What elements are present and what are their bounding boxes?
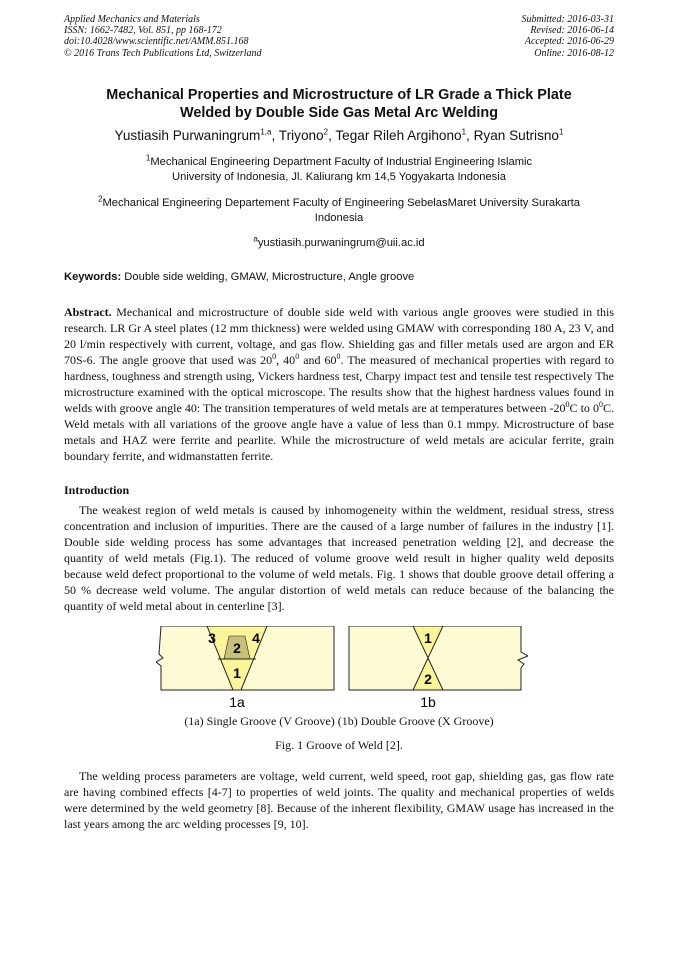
- abstract-text: Mechanical and microstructure of double side weld with various angle grooves were studied in this research. LR Gr A steel plates (12 mm thickness) were welded using GMAW with corresponding 180 A, 23 V, and 20 l/min respectively with current, voltage, and gas flow. Shielding gas and filler metals used are argon and ER 70S-6. The angle groove that used was 20: [64, 304, 614, 367]
- author-separator: ,: [271, 127, 279, 143]
- author-name: Ryan Sutrisno: [473, 127, 559, 143]
- figure-subcaption: (1a) Single Groove (V Groove) (1b) Double Groove (X Groove): [184, 713, 494, 728]
- x-groove-diagram: [349, 626, 528, 710]
- v-pass-3: 3: [208, 629, 216, 646]
- keywords-label: Keywords:: [64, 270, 122, 283]
- dates-info: [522, 14, 615, 59]
- date-revised: Revised: 2016-06-14: [530, 25, 614, 37]
- affiliation-text: University of Indonesia, Jl. Kaliurang km 14,5 Yogyakarta Indonesia: [172, 170, 506, 183]
- keywords: [64, 271, 614, 283]
- x-pass-2: 2: [424, 670, 432, 687]
- author-separator: ,: [328, 127, 336, 143]
- journal-doi: doi:10.4028/www.scientific.net/AMM.851.168: [64, 36, 249, 48]
- groove-diagram: [156, 626, 528, 712]
- abstract-text: , 40: [276, 352, 296, 367]
- abstract-text: C. Weld metals with all variations of the groove angle have a value of less than 0.1 mmpy. Microstructure of base metals and HAZ were ferrite and pearlite. While the microstructure of weld metals are acicular ferrite, grain boundary ferrite, and widmanstatten ferrite.: [64, 400, 615, 463]
- author-name: Triyono: [278, 127, 324, 143]
- title-line-2: Welded by Double Side Gas Metal Arc Welding: [180, 104, 498, 121]
- date-online: Online: 2016-08-12: [534, 47, 614, 59]
- v-pass-4: 4: [252, 629, 260, 646]
- date-submitted: Submitted: 2016-03-31: [521, 14, 614, 25]
- journal-copyright: © 2016 Trans Tech Publications Ltd, Switzerland: [64, 47, 262, 59]
- degree-mark: 0: [565, 399, 570, 409]
- abstract-text: and 60: [299, 352, 337, 367]
- journal-issn: ISSN: 1662-7482, Vol. 851, pp 168-172: [64, 25, 222, 37]
- degree-mark: 0: [599, 399, 603, 409]
- affiliation-1: [64, 155, 614, 185]
- author-affiliation-mark: 1: [461, 127, 467, 137]
- degree-mark: 0: [295, 351, 300, 361]
- journal-name: Applied Mechanics and Materials: [64, 14, 200, 25]
- journal-info: [64, 14, 262, 59]
- affiliation-2: [64, 196, 614, 226]
- abstract-text: C to 0: [569, 400, 599, 415]
- v-groove-diagram: [156, 626, 334, 710]
- email-address: yustiasih.purwaningrum@uii.ac.id: [257, 236, 425, 249]
- affiliation-text: Mechanical Engineering Department Faculty of Industrial Engineering Islamic: [150, 155, 533, 168]
- affiliation-text: Indonesia: [314, 211, 364, 224]
- affiliation-mark: 2: [97, 194, 103, 204]
- author-separator: ,: [466, 127, 474, 143]
- intro-paragraph-2: The welding process parameters are voltage, weld current, weld speed, root gap, shielding gas, gas flow rate are having combined effects [4-7] to properties of weld joints. The quality and mechanical properties of welds were determined by the weld geometry [8]. Because of the inherent flexibility, GMAW usage has increased in the last years among the arc welding processes [9, 10].: [64, 768, 614, 831]
- paper-title: [64, 86, 614, 122]
- email-mark: a: [253, 234, 258, 244]
- abstract-text: . The measured of mechanical properties with regard to hardness, toughness and strength using, Vickers hardness test, Charpy impact test and tensile test respectively The microstructure examined with the optical microscope. The results show that the highest hardness values found in welds with groove angle 40: The transition temperatures of weld metals are at temperatures between -20: [64, 352, 614, 415]
- author-name: Yustiasih Purwaningrum: [114, 127, 261, 143]
- section-heading-introduction: Introduction: [64, 482, 130, 497]
- x-pass-1: 1: [424, 629, 432, 646]
- keywords-text: Double side welding, GMAW, Microstructure, Angle groove: [121, 270, 415, 283]
- page: [64, 14, 614, 832]
- figure-caption: Fig. 1 Groove of Weld [2].: [275, 737, 403, 752]
- author-list: [64, 127, 614, 145]
- title-line-1: Mechanical Properties and Microstructure of LR Grade a Thick Plate: [106, 86, 572, 103]
- figure-1a-label: 1a: [229, 693, 245, 710]
- abstract: [64, 304, 614, 464]
- date-accepted: Accepted: 2016-06-29: [524, 36, 614, 48]
- figure-1: [64, 626, 614, 712]
- affiliation-mark: 1: [145, 153, 151, 163]
- v-pass-1: 1: [233, 664, 241, 681]
- author-affiliation-mark: 2: [323, 127, 329, 137]
- author-affiliation-mark: 1: [559, 127, 564, 137]
- intro-paragraph-1: The weakest region of weld metals is caused by inhomogeneity within the weldment, residual stress, stress concentration and inclusion of impurities. There are the caused of a large number of failures in the industry [1]. Double side welding process has some advantages that increased penetration welding [2], and decrease the quantity of weld metals (Fig.1). The reduced of volume groove weld result in higher quality weld deposits because weld defect proportional to the volume of weld metals. Fig. 1 shows that double groove detail offering a 50 % decrease weld volume. The angular distortion of weld metals can reduce because of the balancing the quantity of weld metal about in centerline [3].: [64, 502, 614, 613]
- v-pass-2: 2: [233, 639, 241, 656]
- corresponding-email: [64, 236, 614, 251]
- affiliation-text: Mechanical Engineering Departement Faculty of Engineering SebelasMaret University Surakarta: [102, 196, 581, 209]
- degree-mark: 0: [272, 351, 277, 361]
- figure-1b-label: 1b: [420, 693, 436, 710]
- journal-header: [64, 14, 614, 59]
- author-name: Tegar Rileh Argihono: [335, 127, 462, 143]
- author-affiliation-mark: 1,a: [260, 127, 272, 137]
- abstract-label: Abstract.: [64, 304, 112, 319]
- degree-mark: 0: [336, 351, 341, 361]
